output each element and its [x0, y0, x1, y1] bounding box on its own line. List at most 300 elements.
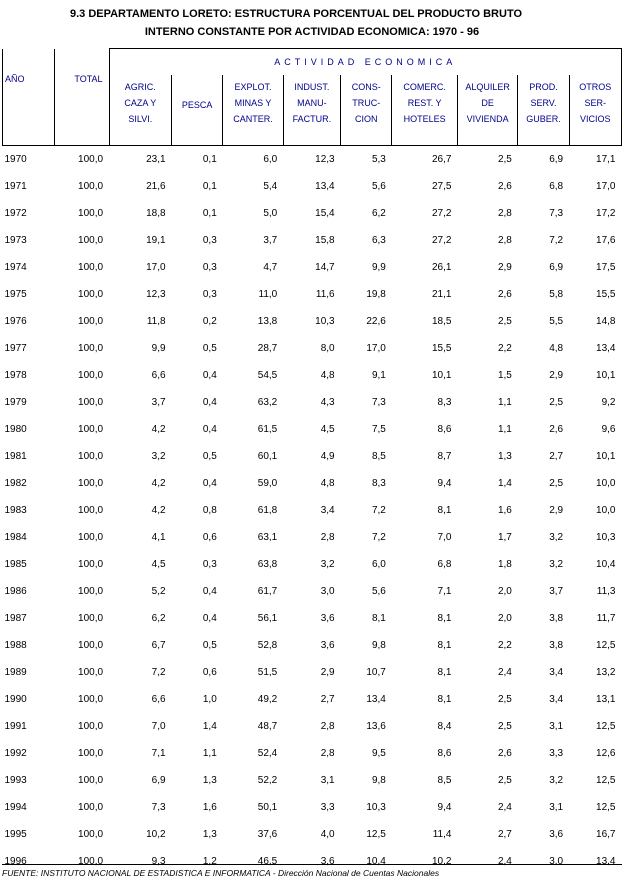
column-header-line: TRUC-: [352, 98, 381, 108]
value-cell: 49,2: [257, 694, 278, 705]
value-cell: 17,5: [596, 262, 616, 273]
value-cell: 0,8: [202, 505, 217, 516]
value-cell: 0,6: [202, 667, 217, 678]
table-row: [3, 416, 622, 443]
column-header-line: EXPLOT.: [234, 82, 272, 92]
value-cell: 19,1: [146, 235, 166, 246]
value-cell: 2,0: [497, 613, 512, 624]
table-row: [3, 362, 622, 389]
table-row: [3, 281, 622, 308]
value-cell: 52,8: [257, 640, 278, 651]
value-cell: 8,1: [371, 613, 386, 624]
value-cell: 6,0: [371, 559, 386, 570]
value-cell: 100,0: [78, 559, 104, 570]
column-header-line: PROD.: [529, 82, 558, 92]
value-cell: 9,1: [371, 370, 386, 381]
value-cell: 2,7: [549, 451, 564, 462]
value-cell: 6,9: [549, 262, 564, 273]
value-cell: 10,2: [146, 829, 166, 840]
value-cell: 63,1: [257, 532, 278, 543]
group-header-activity: ACTIVIDAD ECONOMICA: [109, 49, 621, 76]
value-cell: 7,1: [151, 748, 166, 759]
column-header: [341, 75, 392, 146]
year-cell: 1978: [4, 370, 27, 381]
value-cell: 100,0: [78, 208, 104, 219]
value-cell: 100,0: [78, 316, 104, 327]
year-cell: 1987: [4, 613, 27, 624]
value-cell: 3,2: [549, 559, 564, 570]
value-cell: 3,7: [549, 586, 564, 597]
value-cell: 2,5: [497, 721, 512, 732]
value-cell: 10,7: [366, 667, 386, 678]
value-cell: 13,8: [257, 316, 278, 327]
value-cell: 15,5: [596, 289, 616, 300]
value-cell: 5,0: [263, 208, 278, 219]
value-cell: 52,2: [257, 775, 278, 786]
year-cell: 1991: [4, 721, 27, 732]
value-cell: 6,9: [549, 154, 564, 165]
value-cell: 46,5: [257, 856, 278, 867]
table-row: [3, 740, 622, 767]
value-cell: 15,5: [431, 343, 452, 354]
column-header-line: SILVI.: [128, 114, 153, 124]
value-cell: 1,4: [497, 478, 512, 489]
year-cell: 1992: [4, 748, 27, 759]
value-cell: 3,3: [320, 802, 335, 813]
column-header: [223, 75, 283, 146]
value-cell: 100,0: [78, 775, 104, 786]
column-header-line: DE: [481, 98, 494, 108]
value-cell: 0,3: [202, 559, 217, 570]
value-cell: 5,3: [371, 154, 386, 165]
value-cell: 2,4: [497, 802, 512, 813]
value-cell: 1,4: [202, 721, 217, 732]
value-cell: 7,2: [371, 532, 386, 543]
value-cell: 37,6: [257, 829, 278, 840]
value-cell: 4,5: [151, 559, 166, 570]
value-cell: 2,9: [320, 667, 335, 678]
value-cell: 2,5: [497, 694, 512, 705]
value-cell: 9,5: [371, 748, 386, 759]
value-cell: 0,3: [202, 235, 217, 246]
value-cell: 16,7: [596, 829, 616, 840]
value-cell: 7,5: [371, 424, 386, 435]
year-cell: 1973: [4, 235, 27, 246]
value-cell: 2,8: [320, 748, 335, 759]
table-row: [3, 254, 622, 281]
value-cell: 3,7: [151, 397, 166, 408]
table-row: [3, 578, 622, 605]
value-cell: 0,5: [202, 343, 217, 354]
value-cell: 3,2: [151, 451, 166, 462]
value-cell: 3,3: [549, 748, 564, 759]
value-cell: 4,7: [263, 262, 278, 273]
year-cell: 1989: [4, 667, 27, 678]
value-cell: 10,3: [366, 802, 386, 813]
value-cell: 3,4: [549, 667, 564, 678]
value-cell: 8,0: [320, 343, 335, 354]
table-row: [3, 227, 622, 254]
value-cell: 100,0: [78, 613, 104, 624]
value-cell: 0,4: [202, 613, 217, 624]
value-cell: 15,4: [315, 208, 335, 219]
year-cell: 1994: [4, 802, 27, 813]
value-cell: 11,3: [596, 586, 616, 597]
column-header-line: FACTUR.: [292, 114, 332, 124]
value-cell: 2,5: [497, 316, 512, 327]
value-cell: 8,3: [437, 397, 452, 408]
column-header-line: CION: [354, 114, 378, 124]
value-cell: 8,4: [437, 721, 452, 732]
table-row: [3, 767, 622, 794]
value-cell: 3,2: [320, 559, 335, 570]
year-cell: 1996: [4, 856, 27, 867]
value-cell: 0,4: [202, 586, 217, 597]
value-cell: 0,3: [202, 289, 217, 300]
value-cell: 10,4: [596, 559, 616, 570]
value-cell: 4,5: [320, 424, 335, 435]
value-cell: 1,1: [497, 397, 512, 408]
value-cell: 2,6: [497, 181, 512, 192]
value-cell: 7,2: [151, 667, 166, 678]
year-cell: 1972: [4, 208, 27, 219]
year-cell: 1971: [4, 181, 27, 192]
table-row: [3, 308, 622, 335]
value-cell: 3,6: [320, 640, 335, 651]
year-cell: 1977: [4, 343, 27, 354]
value-cell: 100,0: [78, 451, 104, 462]
value-cell: 12,3: [315, 154, 335, 165]
value-cell: 1,3: [497, 451, 512, 462]
value-cell: 0,4: [202, 478, 217, 489]
value-cell: 17,2: [596, 208, 616, 219]
value-cell: 3,2: [549, 775, 564, 786]
table-row: [3, 821, 622, 848]
table-row: [3, 443, 622, 470]
year-cell: 1993: [4, 775, 27, 786]
value-cell: 9,4: [437, 478, 452, 489]
table-row: [3, 173, 622, 200]
value-cell: 3,0: [320, 586, 335, 597]
value-cell: 100,0: [78, 748, 104, 759]
value-cell: 7,0: [437, 532, 452, 543]
value-cell: 0,5: [202, 640, 217, 651]
value-cell: 8,3: [371, 478, 386, 489]
value-cell: 4,9: [320, 451, 335, 462]
value-cell: 13,4: [596, 856, 616, 867]
value-cell: 100,0: [78, 586, 104, 597]
value-cell: 11,6: [315, 289, 335, 300]
column-header-line: MANU-: [297, 98, 327, 108]
year-cell: 1979: [4, 397, 27, 408]
value-cell: 4,8: [549, 343, 564, 354]
column-header: [518, 75, 569, 146]
value-cell: 56,1: [257, 613, 278, 624]
value-cell: 2,8: [320, 721, 335, 732]
value-cell: 54,5: [257, 370, 278, 381]
value-cell: 2,8: [497, 208, 512, 219]
value-cell: 13,4: [596, 343, 616, 354]
column-header: [283, 75, 340, 146]
value-cell: 100,0: [78, 181, 104, 192]
value-cell: 23,1: [146, 154, 166, 165]
value-cell: 4,1: [151, 532, 166, 543]
value-cell: 6,2: [371, 208, 386, 219]
value-cell: 5,4: [263, 181, 278, 192]
value-cell: 2,9: [497, 262, 512, 273]
value-cell: 7,3: [371, 397, 386, 408]
value-cell: 21,6: [146, 181, 166, 192]
value-cell: 100,0: [78, 262, 104, 273]
value-cell: 1,8: [497, 559, 512, 570]
value-cell: 10,0: [596, 478, 616, 489]
value-cell: 2,5: [497, 154, 512, 165]
value-cell: 100,0: [78, 289, 104, 300]
value-cell: 1,3: [202, 829, 217, 840]
year-cell: 1986: [4, 586, 27, 597]
value-cell: 8,6: [437, 748, 452, 759]
value-cell: 3,6: [549, 829, 564, 840]
value-cell: 17,0: [596, 181, 616, 192]
value-cell: 5,6: [371, 586, 386, 597]
value-cell: 60,1: [257, 451, 278, 462]
value-cell: 100,0: [78, 856, 104, 867]
table-row: [3, 497, 622, 524]
table-row: [3, 146, 622, 174]
value-cell: 13,2: [596, 667, 616, 678]
value-cell: 1,1: [497, 424, 512, 435]
gdp-structure-table: [2, 48, 622, 875]
value-cell: 2,2: [497, 640, 512, 651]
year-cell: 1981: [4, 451, 27, 462]
value-cell: 8,5: [437, 775, 452, 786]
column-header-line: INDUST.: [294, 82, 330, 92]
value-cell: 4,8: [320, 370, 335, 381]
value-cell: 7,1: [437, 586, 452, 597]
value-cell: 3,6: [320, 856, 335, 867]
table-row: [3, 632, 622, 659]
column-header: [457, 75, 517, 146]
column-header-line: COMERC.: [403, 82, 446, 92]
value-cell: 100,0: [78, 505, 104, 516]
value-cell: 28,7: [257, 343, 278, 354]
table-row: [3, 524, 622, 551]
value-cell: 100,0: [78, 343, 104, 354]
year-cell: 1975: [4, 289, 27, 300]
value-cell: 100,0: [78, 694, 104, 705]
value-cell: 1,1: [202, 748, 217, 759]
value-cell: 10,3: [315, 316, 335, 327]
column-header: [392, 75, 458, 146]
value-cell: 4,2: [151, 478, 166, 489]
column-header: [569, 75, 621, 146]
value-cell: 6,3: [371, 235, 386, 246]
value-cell: 2,6: [497, 748, 512, 759]
value-cell: 51,5: [257, 667, 278, 678]
column-header-line: TOTAL: [74, 73, 103, 84]
table-row: [3, 335, 622, 362]
value-cell: 3,0: [549, 856, 564, 867]
column-header-line: SER-: [584, 98, 607, 108]
value-cell: 5,2: [151, 586, 166, 597]
value-cell: 10,4: [366, 856, 386, 867]
value-cell: 17,6: [596, 235, 616, 246]
value-cell: 8,1: [437, 505, 452, 516]
value-cell: 52,4: [257, 748, 278, 759]
value-cell: 63,8: [257, 559, 278, 570]
year-cell: 1980: [4, 424, 27, 435]
value-cell: 11,7: [596, 613, 616, 624]
value-cell: 12,5: [596, 640, 616, 651]
column-header-line: MINAS Y: [234, 98, 272, 108]
column-header-line: CANTER.: [233, 114, 273, 124]
value-cell: 7,0: [151, 721, 166, 732]
value-cell: 19,8: [366, 289, 386, 300]
value-cell: 9,6: [601, 424, 616, 435]
table-row: [3, 551, 622, 578]
value-cell: 100,0: [78, 532, 104, 543]
value-cell: 12,6: [596, 748, 616, 759]
value-cell: 2,6: [549, 424, 564, 435]
value-cell: 1,6: [497, 505, 512, 516]
value-cell: 5,8: [549, 289, 564, 300]
value-cell: 2,9: [549, 370, 564, 381]
value-cell: 48,7: [257, 721, 278, 732]
value-cell: 10,1: [596, 370, 616, 381]
column-header-line: VIVIENDA: [466, 114, 509, 124]
value-cell: 0,4: [202, 424, 217, 435]
value-cell: 50,1: [257, 802, 278, 813]
value-cell: 1,3: [202, 775, 217, 786]
value-cell: 0,4: [202, 397, 217, 408]
value-cell: 2,0: [497, 586, 512, 597]
value-cell: 6,0: [263, 154, 278, 165]
value-cell: 100,0: [78, 667, 104, 678]
value-cell: 9,8: [371, 775, 386, 786]
column-header-line: CAZA Y: [124, 98, 157, 108]
value-cell: 3,8: [549, 613, 564, 624]
source-note: FUENTE: INSTITUTO NACIONAL DE ESTADISTICA E INFORMATICA - Dirección Nacional de Cuentas Nacionales: [2, 868, 440, 878]
table-row: [3, 389, 622, 416]
column-header-line: VICIOS: [580, 114, 611, 124]
value-cell: 5,6: [371, 181, 386, 192]
value-cell: 7,2: [549, 235, 564, 246]
value-cell: 6,8: [437, 559, 452, 570]
value-cell: 10,2: [431, 856, 452, 867]
value-cell: 61,8: [257, 505, 278, 516]
value-cell: 0,4: [202, 370, 217, 381]
year-cell: 1970: [4, 154, 27, 165]
value-cell: 7,3: [549, 208, 564, 219]
value-cell: 9,4: [437, 802, 452, 813]
column-header-line: CONS-: [351, 82, 381, 92]
value-cell: 2,7: [497, 829, 512, 840]
value-cell: 3,7: [263, 235, 278, 246]
value-cell: 100,0: [78, 640, 104, 651]
value-cell: 8,1: [437, 640, 452, 651]
value-cell: 13,4: [366, 694, 386, 705]
value-cell: 8,5: [371, 451, 386, 462]
value-cell: 8,1: [437, 613, 452, 624]
value-cell: 4,0: [320, 829, 335, 840]
table-row: [3, 794, 622, 821]
value-cell: 100,0: [78, 829, 104, 840]
column-header-line: REST. Y: [407, 98, 442, 108]
value-cell: 100,0: [78, 721, 104, 732]
year-cell: 1974: [4, 262, 27, 273]
table-row: [3, 200, 622, 227]
value-cell: 22,6: [366, 316, 386, 327]
value-cell: 3,1: [549, 802, 564, 813]
value-cell: 6,2: [151, 613, 166, 624]
value-cell: 0,1: [202, 154, 217, 165]
value-cell: 0,3: [202, 262, 217, 273]
table-row: [3, 605, 622, 632]
value-cell: 21,1: [431, 289, 452, 300]
value-cell: 27,2: [431, 235, 452, 246]
year-cell: 1984: [4, 532, 27, 543]
table-bottom-rule: [2, 864, 622, 865]
value-cell: 4,2: [151, 505, 166, 516]
value-cell: 6,9: [151, 775, 166, 786]
value-cell: 2,4: [497, 856, 512, 867]
value-cell: 100,0: [78, 424, 104, 435]
value-cell: 4,8: [320, 478, 335, 489]
column-header-line: ALQUILER: [465, 82, 510, 92]
value-cell: 100,0: [78, 235, 104, 246]
table-row: [3, 659, 622, 686]
column-header: [109, 75, 172, 146]
value-cell: 1,7: [497, 532, 512, 543]
value-cell: 26,7: [431, 154, 452, 165]
value-cell: 2,9: [549, 505, 564, 516]
value-cell: 1,6: [202, 802, 217, 813]
column-header-line: SERV.: [530, 98, 557, 108]
column-header-line: AGRIC.: [124, 82, 156, 92]
year-cell: 1985: [4, 559, 27, 570]
value-cell: 27,2: [431, 208, 452, 219]
value-cell: 4,3: [320, 397, 335, 408]
year-cell: 1988: [4, 640, 27, 651]
value-cell: 100,0: [78, 154, 104, 165]
value-cell: 12,5: [366, 829, 386, 840]
column-header-line: GUBER.: [526, 114, 561, 124]
value-cell: 10,1: [431, 370, 452, 381]
table-row: [3, 713, 622, 740]
value-cell: 2,7: [320, 694, 335, 705]
value-cell: 8,6: [437, 424, 452, 435]
value-cell: 11,0: [258, 289, 278, 300]
table-title-line1: 9.3 DEPARTAMENTO LORETO: ESTRUCTURA PORCENTUAL DEL PRODUCTO BRUTO: [69, 8, 523, 20]
column-header-year: [3, 49, 55, 146]
year-cell: 1982: [4, 478, 27, 489]
value-cell: 0,2: [202, 316, 217, 327]
value-cell: 2,5: [549, 397, 564, 408]
value-cell: 2,6: [497, 289, 512, 300]
value-cell: 2,4: [497, 667, 512, 678]
value-cell: 17,0: [146, 262, 166, 273]
value-cell: 14,8: [596, 316, 616, 327]
value-cell: 100,0: [78, 397, 104, 408]
value-cell: 8,1: [437, 694, 452, 705]
value-cell: 3,1: [320, 775, 335, 786]
value-cell: 18,8: [146, 208, 166, 219]
value-cell: 9,9: [151, 343, 166, 354]
value-cell: 27,5: [431, 181, 452, 192]
value-cell: 100,0: [78, 802, 104, 813]
value-cell: 59,0: [257, 478, 278, 489]
value-cell: 7,2: [371, 505, 386, 516]
